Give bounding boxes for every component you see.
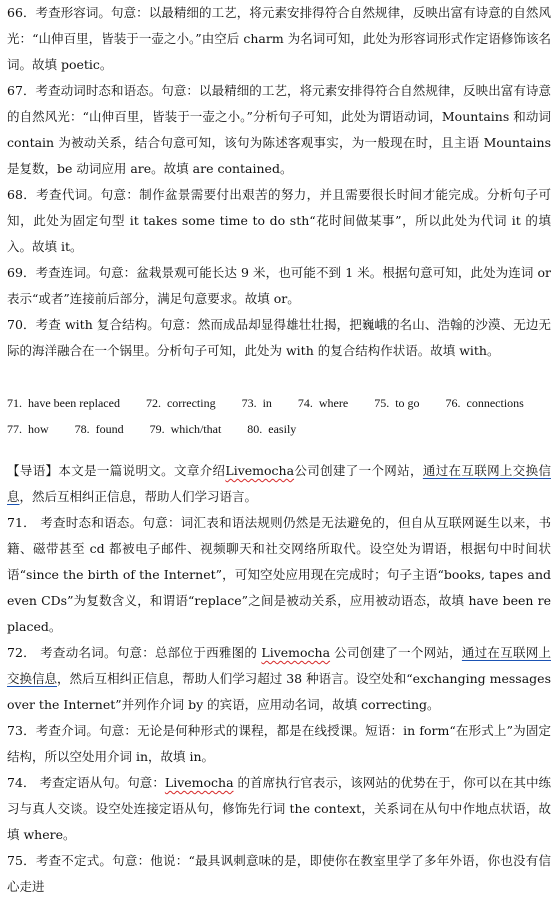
- brand-name: Livemocha: [164, 775, 234, 790]
- brand-name: Livemocha: [225, 463, 295, 478]
- explanation-74: 74． 考查定语从句。句意：Livemocha 的首席执行官表示，该网站的优势在于，你可以在其中练习与真人交谈。设空处连接定语从句，修饰先行词 the context，关系词在从句中作地点状语，故填 where。: [7, 775, 551, 842]
- underlined-phrase: 通过在互联网上交换信息: [7, 463, 551, 504]
- explanation-68: 68．考查代词。句意：制作盆景需要付出艰苦的努力，并且需要很长时间才能完成。分析句子可知，此处为固定句型 it takes some time to do sth“花时间做某事”，所以此处为代词 it 的填入。故填 it。: [7, 187, 551, 254]
- spacer: [7, 442, 551, 458]
- explanation-71: 71． 考查时态和语态。句意：词汇表和语法规则仍然是无法避免的，但自从互联网诞生以来，书籍、磁带甚至 cd 都被电子邮件、视频聊天和社交网络所取代。设空处为谓语，根据句中时间状语“since the birth of the Internet”，可知空处应用现在完成时；句子主语“books, tapes and even CDs”为复数含义，和谓语“replace”之间是被动关系，应用被动语态，故填 have been replaced。: [7, 515, 551, 634]
- answer-item: 78. found: [74, 422, 124, 436]
- answer-item: 72. correcting: [145, 396, 216, 410]
- answer-item: 79. which/that: [149, 422, 222, 436]
- explanation-75: 75．考查不定式。句意：他说：“最具讽刺意味的是，即使你在教室里学了多年外语，你也没有信心走进: [7, 853, 551, 894]
- explanation-70: 70．考查 with 复合结构。句意：然而成品却显得雄壮壮揭，把巍峨的名山、浩翰的沙漠、无边无际的海洋融合在一个锅里。分析句子可知，此处为 with 的复合结构作状语。故填 with。: [7, 317, 551, 358]
- explanation-66: 66．考查形容词。句意：以最精细的工艺，将元素安排得符合自然规律，反映出富有诗意的自然风光：“山伸百里，皆装于一壶之小。”由空后 charm 为名词可知，此处为形容词形式作定语修饰该名词。故填 poetic。: [7, 5, 551, 72]
- underlined-phrase: 通过在互联网上交换信息: [7, 645, 551, 686]
- explanation-72: 72． 考查动名词。句意：总部位于西雅图的 Livemocha 公司创建了一个网站，通过在互联网上交换信息，然后互相纠正信息，帮助人们学习超过 38 种语言。设空处和“exchanging messages over the Internet”并列作介词 by 的宾语，应用动名词，故填 correcting。: [7, 645, 551, 712]
- explanation-73: 73．考查介词。句意：无论是何种形式的课程，都是在线授课。短语：in form“在形式上”为固定结构，所以空处用介词 in，故填 in。: [7, 723, 551, 764]
- passage-intro: 【导语】本文是一篇说明文。文章介绍Livemocha公司创建了一个网站，通过在互联网上交换信息，然后互相纠正信息，帮助人们学习语言。: [7, 463, 551, 504]
- answer-key-row-2: [7, 416, 551, 442]
- brand-name: Livemocha: [261, 645, 331, 660]
- answer-item: 74. where: [297, 396, 349, 410]
- answer-item: 75. to go: [374, 396, 420, 410]
- explanation-67: 67．考查动词时态和语态。句意：以最精细的工艺，将元素安排得符合自然规律，反映出富有诗意的自然风光：“山伸百里，皆装于一壶之小。”分析句子可知，此处为谓语动词，Mountains 和动词 contain 为被动关系，结合句意可知，该句为陈述客观事实，为一般现在时，且主语 Mountains 是复数，be 动词应用 are。故填 are contained。: [7, 83, 551, 176]
- spacer: [7, 364, 551, 390]
- answer-item: 71. have been replaced: [7, 396, 120, 410]
- answer-key-row-1: [7, 390, 551, 416]
- answer-item: 76. connections: [445, 396, 524, 410]
- answer-item: 77. how: [7, 422, 49, 436]
- answer-item: 73. in: [241, 396, 272, 410]
- answer-item: 80. easily: [247, 422, 297, 436]
- explanation-69: 69．考查连词。句意：盆栽景观可能长达 9 米，也可能不到 1 米。根据句意可知，此处为连词 or 表示“或者”连接前后部分，满足句意要求。故填 or。: [7, 265, 551, 306]
